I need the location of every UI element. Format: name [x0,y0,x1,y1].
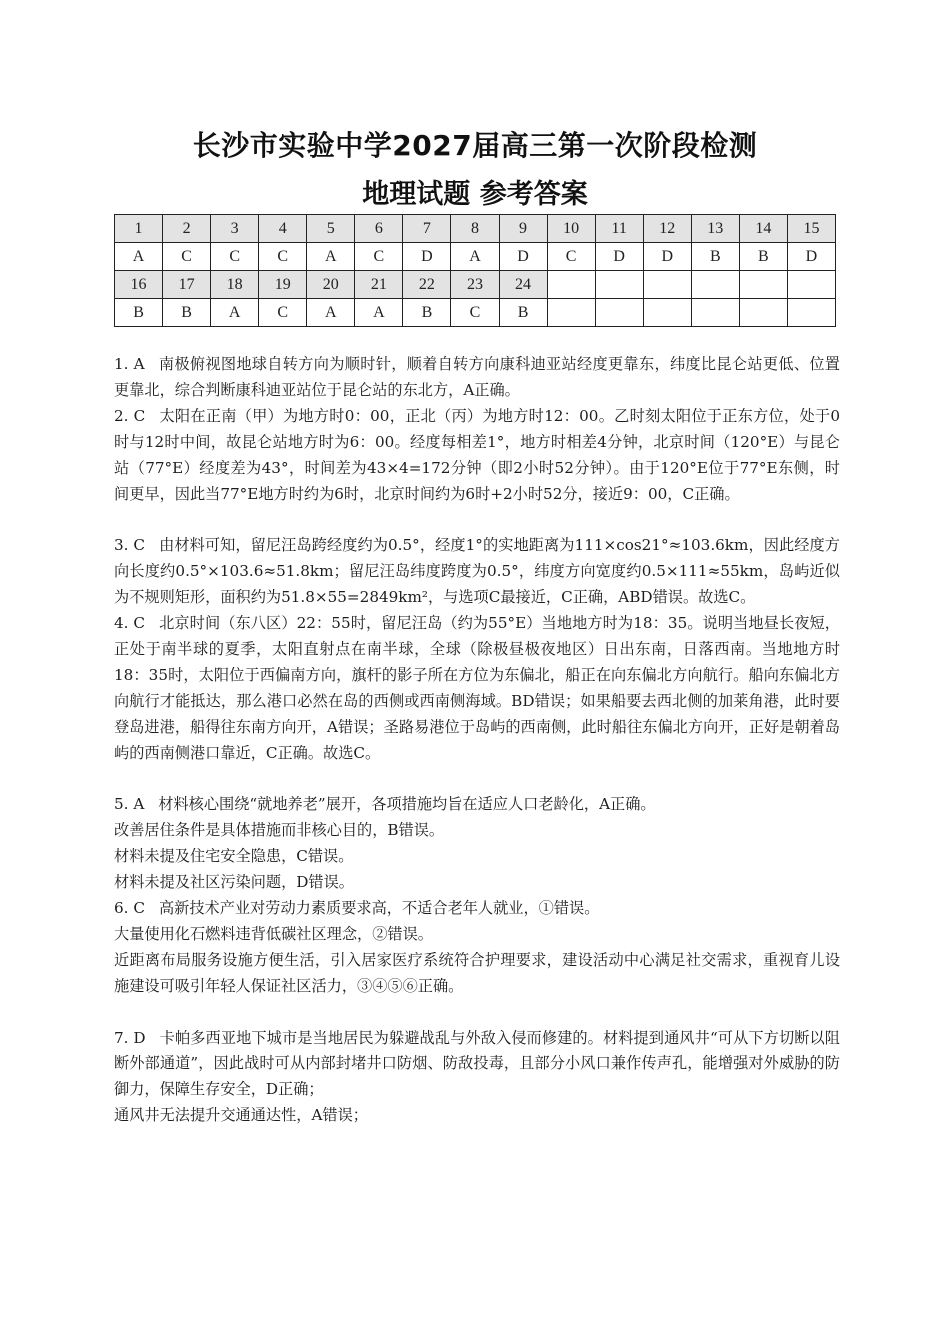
answer-cell: D [499,243,547,271]
explanations [114,352,840,1129]
explanation-text: 南极俯视图地球自转方向为顺时针，顺着自转方向康科迪亚站经度更靠东，纬度比昆仑站更低、位置更靠北，综合判断康科迪亚站位于昆仑站的东北方，A正确。 [114,355,840,399]
answer-cell: C [451,299,499,327]
question-number-cell: 21 [355,271,403,299]
explanation-paragraph [114,1026,840,1104]
question-number-row [115,215,836,243]
question-number-cell: 4 [259,215,307,243]
empty-cell [787,271,835,299]
question-number-cell: 22 [403,271,451,299]
explanation-text: 大量使用化石燃料违背低碳社区理念，②错误。 [114,924,433,943]
answer-cell: D [403,243,451,271]
question-number-cell: 15 [787,215,835,243]
answer-cell: C [355,243,403,271]
question-number-cell: 2 [163,215,211,243]
question-number-cell: 5 [307,215,355,243]
question-answer-label: 7. D [114,1028,146,1047]
question-answer-label: 3. C [114,536,146,555]
answer-cell: D [595,243,643,271]
empty-cell [595,271,643,299]
explanation-paragraph [114,533,840,611]
explanation-text: 北京时间（东八区）22：55时，留尼汪岛（约为55°E）当地地方时为18：35。说明当地昼长夜短，正处于南半球的夏季，太阳直射点在南半球，全球（除极昼极夜地区）日出东南，日落西南。当地地方时18：35时，太阳位于西偏南方向，旗杆的影子所在方位为东偏北，船正在向东偏北方向航行。船向东偏北方向航行才能抵达，那么港口必然在岛的西侧或西南侧海域。BD错误；如果船要去西北侧的加莱角港，此时要登岛进港，船得往东南方向开，A错误；圣路易港位于岛屿的西南侧，此时船往东偏北方向开，正好是朝着岛屿的西南侧港口靠近，C正确。故选C。 [114,614,840,762]
explanation-paragraph [114,844,840,870]
answer-cell: B [499,299,547,327]
answer-cell: A [307,299,355,327]
answer-cell: A [355,299,403,327]
empty-cell [691,299,739,327]
answer-cell: D [787,243,835,271]
answer-cell: C [547,243,595,271]
explanation-text: 太阳在正南（甲）为地方时0：00，正北（丙）为地方时12：00。乙时刻太阳位于正东方位，处于0时与12时中间，故昆仑站地方时为6：00。经度每相差1°，地方时相差4分钟，北京时间（120°E）与昆仑站（77°E）经度差为43°，时间差为43×4=172分钟（即2小时52分钟）。由于120°E位于77°E东侧，时间更早，因此当77°E地方时约为6时，北京时间约为6时+2小时52分，接近9：00，C正确。 [114,406,840,503]
question-answer-label: 6. C [114,899,145,917]
paragraph-gap [114,1000,840,1026]
question-number-cell: 23 [451,271,499,299]
answer-cell: A [115,243,163,271]
explanation-text: 改善居住条件是具体措施而非核心目的，B错误。 [114,821,445,840]
answer-cell: B [691,243,739,271]
question-number-cell: 11 [595,215,643,243]
question-number-cell: 10 [547,215,595,243]
question-answer-label: 4. C [114,614,146,633]
explanation-paragraph [114,896,840,922]
answer-cell: A [451,243,499,271]
question-answer-label: 2. C [114,406,146,425]
answer-row [115,243,836,271]
question-number-row [115,271,836,299]
empty-cell [739,271,787,299]
page-title: 长沙市实验中学2027届高三第一次阶段检测 [192,129,758,162]
answer-cell: B [403,299,451,327]
explanation-text: 高新技术产业对劳动力素质要求高，不适合老年人就业，①错误。 [158,899,600,917]
question-number-cell: 8 [451,215,499,243]
answer-cell: C [259,299,307,327]
question-number-cell: 9 [499,215,547,243]
page-subtitle: 地理试题 参考答案 [362,179,588,210]
answer-cell: C [211,243,259,271]
question-number-cell: 6 [355,215,403,243]
explanation-text: 材料核心围绕“就地养老”展开，各项措施均旨在适应人口老龄化，A正确。 [158,795,656,814]
empty-cell [691,271,739,299]
empty-cell [787,299,835,327]
answer-cell: D [643,243,691,271]
empty-cell [547,299,595,327]
answer-cell: A [211,299,259,327]
explanation-text: 材料未提及社区污染问题，D错误。 [114,873,354,892]
explanation-paragraph [114,948,840,1000]
question-number-cell: 18 [211,271,259,299]
answer-cell: C [163,243,211,271]
question-number-cell: 1 [115,215,163,243]
explanation-paragraph [114,792,840,818]
empty-cell [739,299,787,327]
explanation-text: 卡帕多西亚地下城市是当地居民为躲避战乱与外敌入侵而修建的。材料提到通风井“可从下方切断以阻断外部通道”，因此战时可从内部封堵井口防烟、防敌投毒，且部分小风口兼作传声孔，能增强对外威胁的防御力，保障生存安全，D正确； [114,1028,840,1099]
explanation-text: 材料未提及住宅安全隐患，C错误。 [114,847,354,866]
answer-cell: B [115,299,163,327]
question-number-cell: 17 [163,271,211,299]
empty-cell [643,299,691,327]
question-number-cell: 14 [739,215,787,243]
answer-cell: A [307,243,355,271]
question-number-cell: 13 [691,215,739,243]
explanation-paragraph [114,1103,840,1129]
empty-cell [595,299,643,327]
question-answer-label: 5. A [114,795,145,814]
paragraph-gap [114,507,840,533]
empty-cell [547,271,595,299]
explanation-paragraph [114,611,840,766]
answer-cell: C [259,243,307,271]
paragraph-gap [114,766,840,792]
explanation-paragraph [114,922,840,948]
explanation-text: 通风井无法提升交通通达性，A错误； [114,1106,368,1125]
answer-table [114,214,836,327]
explanation-paragraph [114,870,840,896]
answer-cell: B [163,299,211,327]
question-number-cell: 3 [211,215,259,243]
question-number-cell: 7 [403,215,451,243]
explanation-paragraph [114,352,840,404]
explanation-paragraph [114,404,840,508]
question-number-cell: 19 [259,271,307,299]
explanation-paragraph [114,818,840,844]
explanation-text: 近距离布局服务设施方便生活，引入居家医疗系统符合护理要求，建设活动中心满足社交需求，重视育儿设施建设可吸引年轻人保证社区活力，③④⑤⑥正确。 [114,950,840,995]
answer-cell: B [739,243,787,271]
question-number-cell: 24 [499,271,547,299]
explanation-text: 由材料可知，留尼汪岛跨经度约为0.5°，经度1°的实地距离为111×cos21°≈103.6km，因此经度方向长度约0.5°×103.6≈51.8km；留尼汪岛纬度跨度为0.5°，纬度方向宽度约0.5×111≈55km，岛屿近似为不规则矩形，面积约为51.8×55=2849km²，与选项C最接近，C正确，ABD错误。故选C。 [114,536,840,607]
empty-cell [643,271,691,299]
question-number-cell: 12 [643,215,691,243]
answer-row [115,299,836,327]
question-number-cell: 16 [115,271,163,299]
question-answer-label: 1. A [114,355,145,373]
question-number-cell: 20 [307,271,355,299]
